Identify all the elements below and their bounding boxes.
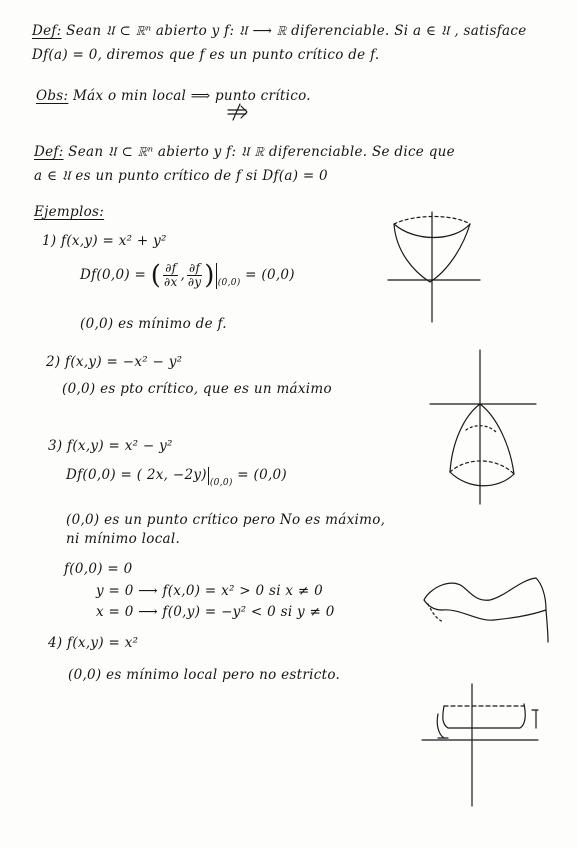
ex3-df-lhs: Df(0,0) = ( 2x, −2y) xyxy=(66,467,207,483)
ex3-eval-point: (0,0) xyxy=(209,478,233,488)
obs-label: Obs: xyxy=(36,88,69,104)
saddle-left-fold xyxy=(424,600,442,610)
ex3-f00: f(0,0) = 0 xyxy=(64,561,133,577)
ex1-partial-y-den: ∂y xyxy=(187,275,202,289)
def2-line1 xyxy=(34,143,455,161)
saddle-top-edge xyxy=(424,578,546,610)
ex2-note: (0,0) es pto crítico, que es un máximo xyxy=(62,381,332,397)
ex1-rhs: = (0,0) xyxy=(245,267,295,283)
ex1-close-paren: ) xyxy=(204,260,215,291)
ex2-title: 2) f(x,y) = −x² − y² xyxy=(46,354,183,370)
ex1-note: (0,0) es mínimo de f. xyxy=(80,316,227,332)
inverted-paraboloid-outline xyxy=(450,404,514,474)
paraboloid-sketch xyxy=(384,212,484,324)
ex1-partial-x-num: ∂f xyxy=(165,261,177,275)
inverted-paraboloid-rim-back xyxy=(450,461,514,474)
negated-implication-mark xyxy=(226,104,250,122)
inverted-paraboloid-rim xyxy=(450,472,514,486)
ex3-eval-bar xyxy=(208,467,209,485)
ex3-derivative xyxy=(66,466,287,492)
def1-text1: Sean 𝔘 ⊂ ℝⁿ abierto y f: 𝔘 ⟶ ℝ diferenciable. Si a ∈ 𝔘 , satisface xyxy=(66,23,527,39)
parabolic-cylinder-sketch xyxy=(420,684,540,808)
ex1-partial-x xyxy=(163,262,178,289)
def1-label: Def: xyxy=(32,23,62,39)
ex3-case1: y = 0 ⟶ f(x,0) = x² > 0 si x ≠ 0 xyxy=(96,583,323,599)
inverted-paraboloid-level xyxy=(466,426,496,432)
ex1-eval-bar xyxy=(216,263,217,289)
ex1-partial-y-num: ∂f xyxy=(189,261,201,275)
obs-line xyxy=(36,87,311,105)
ex3-note2: ni mínimo local. xyxy=(66,531,181,547)
ex1-title: 1) f(x,y) = x² + y² xyxy=(42,233,167,249)
ex3-case2: x = 0 ⟶ f(0,y) = −y² < 0 si y ≠ 0 xyxy=(96,604,335,620)
obs-text: Máx o min local ⟹ punto crítico. xyxy=(72,88,311,104)
ex1-df-lhs: Df(0,0) = xyxy=(80,267,147,283)
def1-line2: Df(a) = 0, diremos que f es un punto crítico de f. xyxy=(32,47,380,63)
cylinder-front-curve xyxy=(443,704,525,728)
ex3-rhs: = (0,0) xyxy=(237,467,288,483)
saddle-front-edge xyxy=(442,610,546,620)
ex1-eval-point: (0,0) xyxy=(217,278,241,288)
ex1-partial-y xyxy=(187,262,202,289)
def2-line2: a ∈ 𝔘 es un punto crítico de f si Df(a) = 0 xyxy=(34,168,328,184)
ex1-partial-x-den: ∂x xyxy=(164,275,178,289)
def1-line1 xyxy=(32,22,526,40)
ex1-derivative: Df(0,0) = ( $\frac{\partial f}{\partial x}$ , $\frac{\partial f}{\partial y}$ ) $_{(0,0)}$ = (0,0) xyxy=(80,260,295,291)
examples-heading: Ejemplos: xyxy=(34,204,105,220)
ex4-note: (0,0) es mínimo local pero no estricto. xyxy=(68,667,341,683)
ex3-note1: (0,0) es un punto crítico pero No es máximo, xyxy=(66,512,386,528)
def2-text1: Sean 𝔘 ⊂ ℝⁿ abierto y f: 𝔘 ℝ diferenciable. Se dice que xyxy=(68,144,455,160)
ex3-title: 3) f(x,y) = x² − y² xyxy=(48,438,173,454)
saddle-right-edge xyxy=(546,610,548,642)
ex1-open-paren: ( xyxy=(150,260,162,291)
def2-label: Def: xyxy=(34,144,64,160)
saddle-sketch xyxy=(420,576,552,646)
inverted-paraboloid-sketch xyxy=(428,350,540,506)
ex4-title: 4) f(x,y) = x² xyxy=(48,635,139,651)
